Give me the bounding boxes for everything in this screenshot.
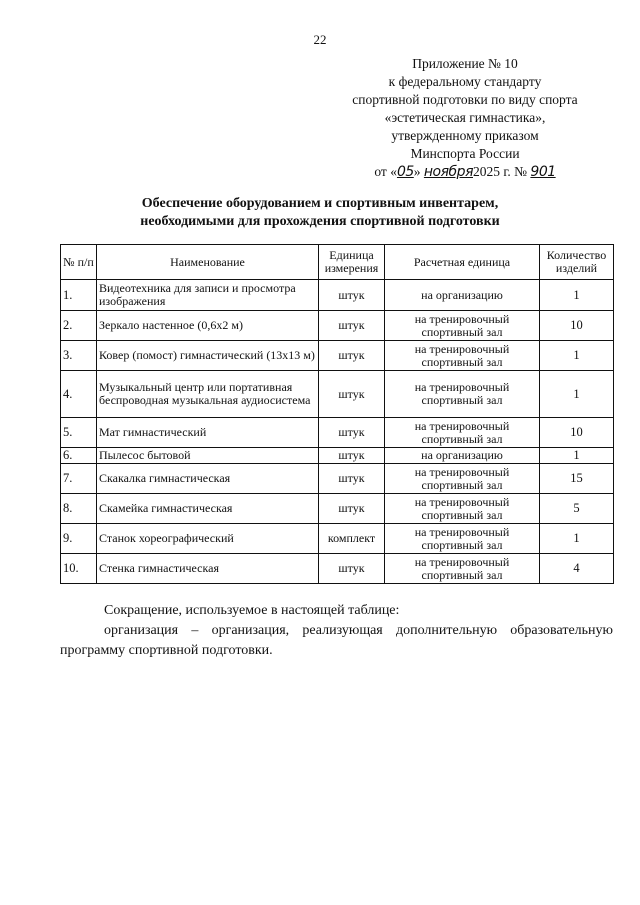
cell-qty: 4 [540, 554, 614, 584]
cell-calc: на тренировочный спортивный зал [385, 341, 540, 371]
table-row [61, 448, 614, 464]
cell-num: 7. [61, 464, 97, 494]
cell-num: 2. [61, 311, 97, 341]
cell-unit: штук [319, 341, 385, 371]
cell-num: 5. [61, 418, 97, 448]
cell-name: Мат гимнастический [97, 418, 319, 448]
date-day-handwritten: 05 [396, 164, 414, 180]
table-row [61, 371, 614, 418]
date-prefix: от « [374, 164, 397, 179]
cell-num: 9. [61, 524, 97, 554]
cell-calc: на тренировочный спортивный зал [385, 554, 540, 584]
title-line-2: необходимыми для прохождения спортивной подготовки [140, 214, 500, 229]
cell-calc: на тренировочный спортивный зал [385, 524, 540, 554]
cell-unit: штук [319, 554, 385, 584]
cell-name: Пылесос бытовой [97, 448, 319, 464]
title-line-1: Обеспечение оборудованием и спортивным инвентарем, [141, 196, 499, 211]
cell-calc: на организацию [385, 280, 540, 311]
cell-unit: штук [319, 494, 385, 524]
cell-num: 1. [61, 280, 97, 311]
header-calc: Расчетная единица [385, 245, 540, 280]
cell-unit: штук [319, 311, 385, 341]
cell-qty: 1 [540, 341, 614, 371]
cell-calc: на тренировочный спортивный зал [385, 311, 540, 341]
table-row [61, 524, 614, 554]
order-date-line [300, 163, 630, 181]
table-row [61, 464, 614, 494]
cell-calc: на тренировочный спортивный зал [385, 371, 540, 418]
cell-unit: комплект [319, 524, 385, 554]
header-num: № п/п [61, 245, 97, 280]
cell-calc: на тренировочный спортивный зал [385, 418, 540, 448]
header-unit: Единица измерения [319, 245, 385, 280]
table-row [61, 311, 614, 341]
cell-name: Скакалка гимнастическая [97, 464, 319, 494]
table-row [61, 494, 614, 524]
cell-calc: на тренировочный спортивный зал [385, 464, 540, 494]
page-number: 22 [313, 32, 327, 47]
cell-qty: 1 [540, 448, 614, 464]
table-row [61, 280, 614, 311]
cell-calc: на организацию [385, 448, 540, 464]
date-year: 2025 г. № [473, 164, 528, 179]
appendix-line-standard: к федеральному стандарту [388, 74, 542, 89]
cell-qty: 1 [540, 280, 614, 311]
footnote-heading: Сокращение, используемое в настоящей таблице: [104, 603, 400, 618]
appendix-line-discipline: «эстетическая гимнастика», [384, 110, 546, 125]
date-month-handwritten: ноября [423, 164, 473, 180]
cell-qty: 10 [540, 418, 614, 448]
cell-name: Музыкальный центр или портативная беспроводная музыкальная аудиосистема [97, 371, 319, 418]
header-name: Наименование [97, 245, 319, 280]
cell-qty: 5 [540, 494, 614, 524]
cell-name: Ковер (помост) гимнастический (13х13 м) [97, 341, 319, 371]
appendix-line-ministry: Минспорта России [410, 146, 520, 161]
cell-qty: 1 [540, 371, 614, 418]
date-mid: » [413, 164, 421, 179]
appendix-line-approved: утвержденному приказом [391, 128, 539, 143]
cell-name: Стенка гимнастическая [97, 554, 319, 584]
cell-name: Станок хореографический [97, 524, 319, 554]
cell-qty: 10 [540, 311, 614, 341]
order-number-handwritten: 901 [530, 164, 556, 180]
cell-num: 4. [61, 371, 97, 418]
cell-calc: на тренировочный спортивный зал [385, 494, 540, 524]
cell-unit: штук [319, 464, 385, 494]
cell-qty: 1 [540, 524, 614, 554]
cell-unit: штук [319, 371, 385, 418]
table-row [61, 418, 614, 448]
appendix-header [300, 55, 630, 181]
table-footnote [60, 601, 613, 661]
appendix-title: Приложение № 10 [412, 56, 518, 71]
equipment-table [60, 244, 614, 584]
table-header-row [61, 245, 614, 280]
cell-unit: штук [319, 280, 385, 311]
footnote-definition: организация – организация, реализующая дополнительную образовательную программу спортивной подготовки. [60, 623, 613, 658]
cell-num: 8. [61, 494, 97, 524]
table-row [61, 341, 614, 371]
cell-num: 6. [61, 448, 97, 464]
cell-unit: штук [319, 418, 385, 448]
table-row [61, 554, 614, 584]
cell-name: Зеркало настенное (0,6х2 м) [97, 311, 319, 341]
cell-unit: штук [319, 448, 385, 464]
document-title [0, 195, 640, 231]
appendix-line-sport: спортивной подготовки по виду спорта [352, 92, 578, 107]
cell-name: Скамейка гимнастическая [97, 494, 319, 524]
cell-num: 10. [61, 554, 97, 584]
cell-num: 3. [61, 341, 97, 371]
cell-name: Видеотехника для записи и просмотра изображения [97, 280, 319, 311]
header-qty: Количество изделий [540, 245, 614, 280]
cell-qty: 15 [540, 464, 614, 494]
